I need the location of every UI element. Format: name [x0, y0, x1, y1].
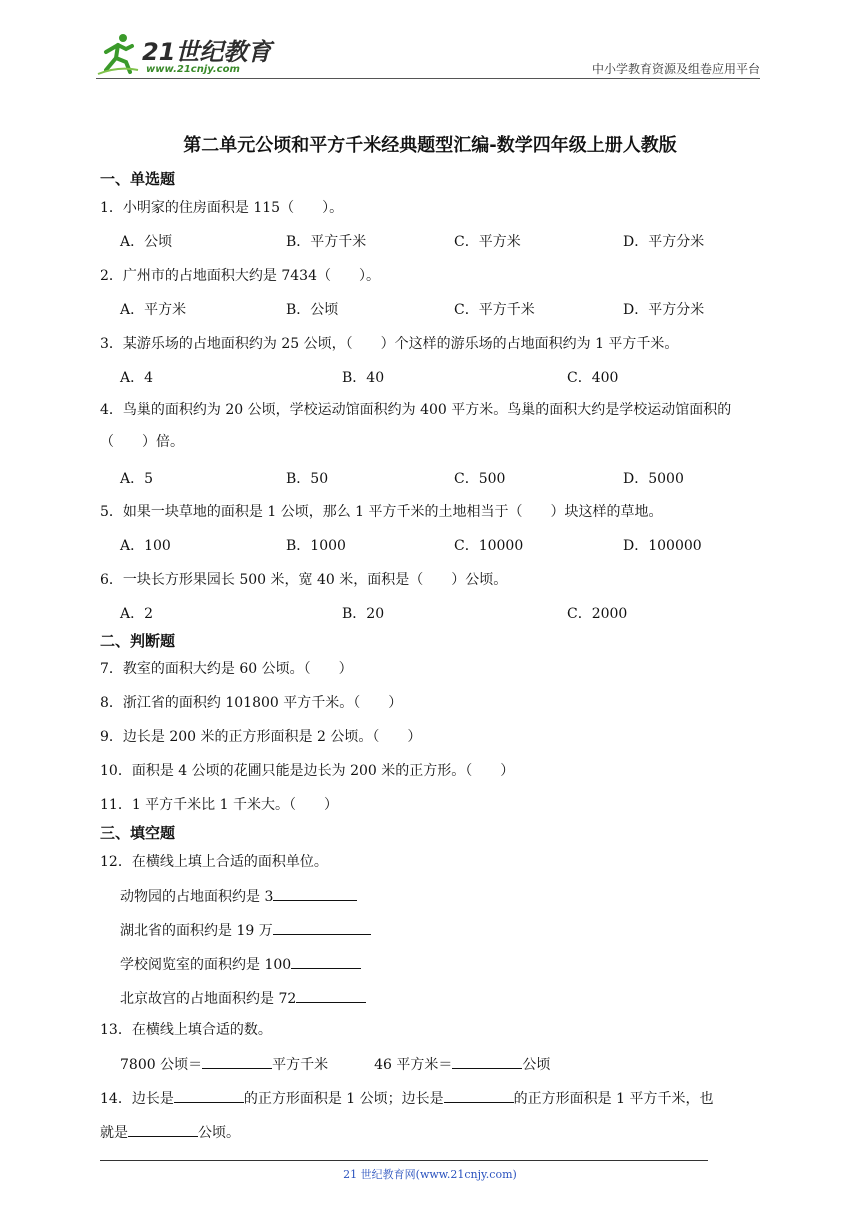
q12-line-3-text: 学校阅览室的面积约是 100	[120, 957, 292, 973]
option-a[interactable]: A．100	[120, 538, 171, 554]
q13-a-suffix: 平方千米	[272, 1057, 329, 1073]
answer-blank[interactable]	[273, 919, 371, 935]
q13-b-prefix: 46 平方米＝	[374, 1057, 453, 1073]
q12-line-4-text: 北京故宫的占地面积约是 72	[120, 991, 297, 1007]
option-c[interactable]: C．平方米	[454, 234, 521, 250]
option-d[interactable]: D．平方分米	[623, 302, 705, 318]
q14-part-5: 公顷。	[198, 1125, 240, 1141]
q14-part-4: 就是	[100, 1125, 128, 1141]
option-c[interactable]: C．平方千米	[454, 302, 535, 318]
answer-blank[interactable]	[444, 1087, 514, 1103]
option-b[interactable]: B．平方千米	[286, 234, 367, 250]
footer-link[interactable]: 21 世纪教育网(www.21cnjy.com)	[343, 1168, 517, 1181]
q12-line-2	[120, 919, 371, 940]
question-3: 3．某游乐场的占地面积约为 25 公顷，（ ）个这样的游乐场的占地面积约为 1 平方千米。	[100, 336, 679, 352]
q14-part-3: 的正方形面积是 1 平方千米，也	[513, 1091, 714, 1107]
answer-blank[interactable]	[291, 953, 361, 969]
option-b[interactable]: B．40	[342, 370, 385, 386]
question-9: 9．边长是 200 米的正方形面积是 2 公顷。（ ）	[100, 729, 422, 745]
answer-blank[interactable]	[273, 885, 357, 901]
option-b[interactable]: B．50	[286, 471, 329, 487]
q13-b-suffix: 公顷	[522, 1057, 551, 1073]
footer-divider	[100, 1160, 708, 1161]
answer-blank[interactable]	[296, 987, 366, 1003]
option-b[interactable]: B．20	[342, 606, 385, 622]
question-14	[100, 1087, 713, 1108]
question-12: 12．在横线上填上合适的面积单位。	[100, 854, 328, 870]
q13-line	[120, 1053, 550, 1074]
question-8: 8．浙江省的面积约 101800 平方千米。（ ）	[100, 695, 403, 711]
question-4-options	[120, 468, 760, 488]
question-3-options	[120, 367, 760, 387]
q12-line-3	[120, 953, 361, 974]
question-4: 4．鸟巢的面积约为 20 公顷，学校运动馆面积约为 400 平方米。鸟巢的面积大约是学校运动馆面积的（ ）倍。	[100, 402, 732, 450]
question-11: 11．1 平方千米比 1 千米大。（ ）	[100, 797, 338, 813]
site-logo	[96, 30, 296, 78]
question-6-options	[120, 603, 760, 623]
header-divider	[96, 78, 760, 79]
option-d[interactable]: D．5000	[623, 471, 684, 487]
question-13: 13．在横线上填合适的数。	[100, 1022, 272, 1038]
option-b[interactable]: B．公顷	[286, 302, 339, 318]
question-1-options	[120, 231, 760, 251]
q12-line-4	[120, 987, 366, 1008]
question-14-continued	[100, 1121, 240, 1142]
q12-line-1	[120, 885, 357, 906]
option-c[interactable]: C．10000	[454, 538, 524, 554]
logo-text: 21世纪教育	[142, 38, 272, 66]
option-a[interactable]: A．4	[120, 370, 154, 386]
q14-part-1: 14．边长是	[100, 1091, 174, 1107]
answer-blank[interactable]	[202, 1053, 272, 1069]
page-title: 第二单元公顷和平方千米经典题型汇编-数学四年级上册人教版	[183, 135, 677, 156]
section-heading-true-false: 二、判断题	[100, 632, 176, 650]
question-2-options	[120, 299, 760, 319]
answer-blank[interactable]	[452, 1053, 522, 1069]
option-d[interactable]: D．平方分米	[623, 234, 705, 250]
question-5: 5．如果一块草地的面积是 1 公顷，那么 1 平方千米的土地相当于（ ）块这样的草地。	[100, 504, 663, 520]
runner-icon	[96, 32, 140, 76]
question-2: 2．广州市的占地面积大约是 7434（ ）。	[100, 268, 380, 284]
page-header	[96, 30, 760, 78]
q12-line-2-text: 湖北省的面积约是 19 万	[120, 923, 273, 939]
option-c[interactable]: C．400	[567, 370, 619, 386]
question-10: 10．面积是 4 公顷的花圃只能是边长为 200 米的正方形。（ ）	[100, 763, 515, 779]
q12-line-1-text: 动物园的占地面积约是 3	[120, 889, 274, 905]
option-a[interactable]: A．公顷	[120, 234, 173, 250]
answer-blank[interactable]	[174, 1087, 244, 1103]
option-d[interactable]: D．100000	[623, 538, 702, 554]
section-heading-single-choice: 一、单选题	[100, 170, 176, 188]
option-c[interactable]: C．2000	[567, 606, 628, 622]
question-7: 7．教室的面积大约是 60 公顷。（ ）	[100, 661, 353, 677]
answer-blank[interactable]	[128, 1121, 198, 1137]
header-tagline: 中小学教育资源及组卷应用平台	[591, 62, 760, 76]
q14-part-2: 的正方形面积是 1 公顷；边长是	[243, 1091, 444, 1107]
option-a[interactable]: A．2	[120, 606, 154, 622]
logo-url: www.21cnjy.com	[146, 64, 240, 75]
question-1: 1．小明家的住房面积是 115（ ）。	[100, 200, 344, 216]
question-5-options	[120, 535, 760, 555]
option-a[interactable]: A．平方米	[120, 302, 187, 318]
option-b[interactable]: B．1000	[286, 538, 346, 554]
section-heading-fill-in: 三、填空题	[100, 824, 176, 842]
option-c[interactable]: C．500	[454, 471, 506, 487]
q13-a-prefix: 7800 公顷＝	[120, 1057, 203, 1073]
question-6: 6．一块长方形果园长 500 米，宽 40 米，面积是（ ）公顷。	[100, 572, 508, 588]
option-a[interactable]: A．5	[120, 471, 154, 487]
